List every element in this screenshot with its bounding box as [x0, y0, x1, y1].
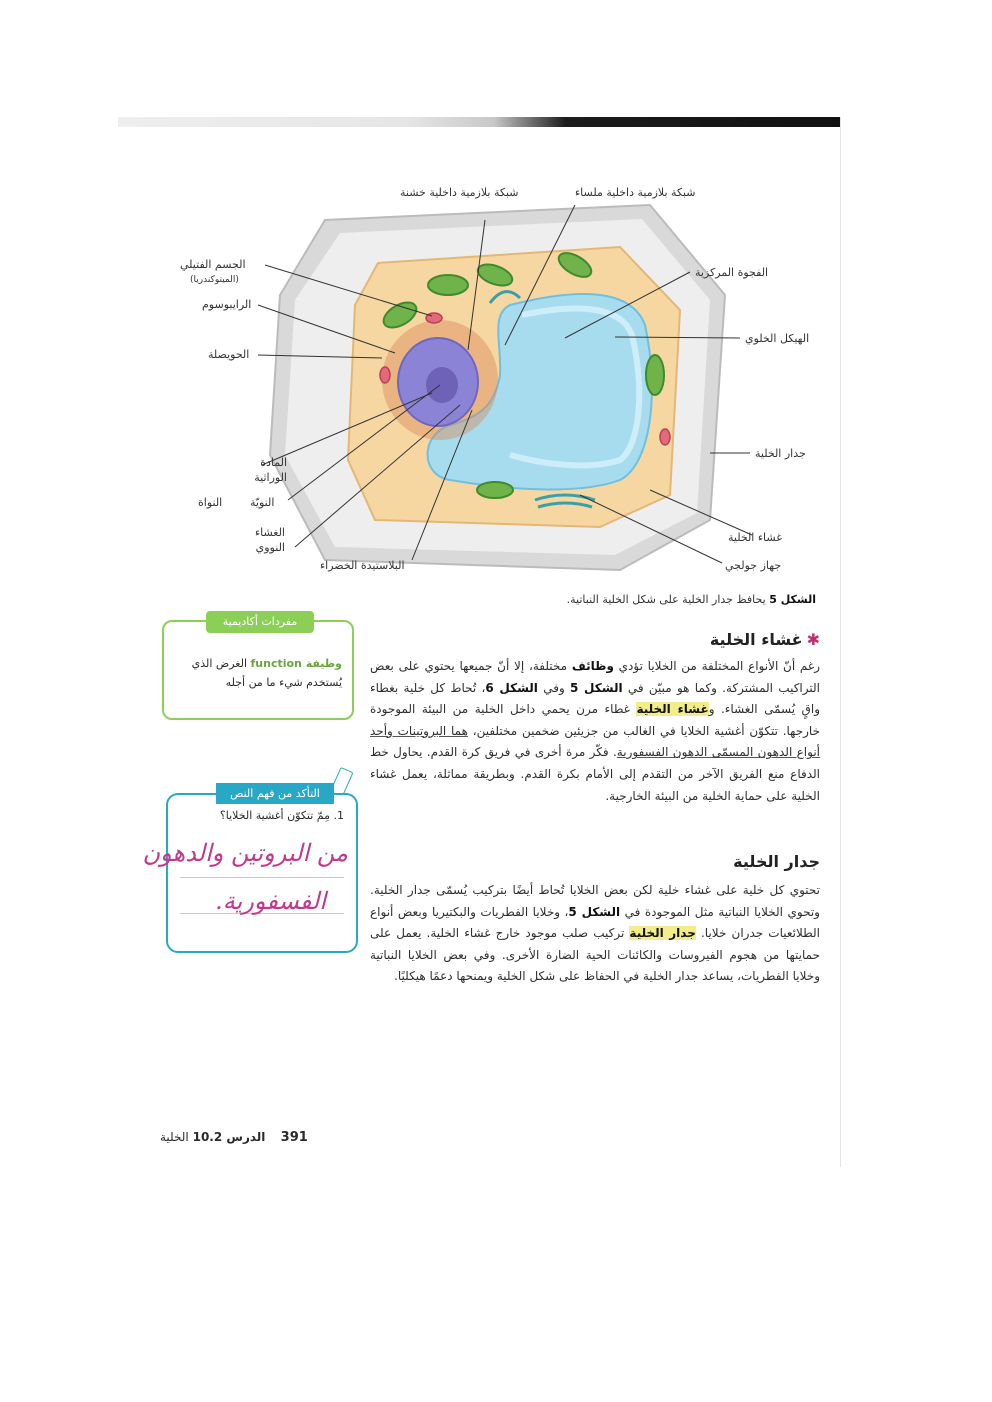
label-rough-er: شبكة بلازمية داخلية خشنة	[400, 186, 519, 199]
lesson-name: الخلية	[160, 1130, 189, 1144]
check-question: 1. مِمّ تتكوّن أغشية الخلايا؟	[219, 809, 344, 822]
label-central-vacuole: الفجوة المركزية	[695, 266, 769, 279]
label-cytoskeleton: الهيكل الخلوي	[745, 332, 810, 345]
section1-title: غشاء الخلية	[709, 630, 803, 649]
section-heading-cell-wall	[733, 852, 820, 871]
vocab-title: مفردات أكاديمية	[206, 611, 314, 633]
page-edge-line	[840, 117, 841, 1167]
handwritten-answer-line1: من البروتين والدهون	[142, 839, 348, 867]
handwritten-answer-line2: الفسفورية.	[215, 887, 326, 915]
answer-line	[180, 877, 344, 878]
section-heading-cell-membrane	[710, 630, 820, 649]
label-mitochondria: الجسم الفتيلي	[180, 258, 246, 271]
reading-check-box	[142, 787, 358, 953]
section1-paragraph: رغم أنّ الأنواع المختلفة من الخلايا تؤدي وظائف مختلفة، إلا أنّ جميعها يحتوي على بعض التراكيب المشتركة. وكما هو مبيّن في الشكل 5 وفي الشكل 6، تُحاط كل خلية بغطاء واقٍ يُسمّى الغشاء. وغشاء الخلية غطاء مرن يحمي داخل الخلية من البيئة الموجودة خارجها. تتكوّن أغشية الخلايا في الغالب من جزيئين ضخمين مختلفين، هما البروتينات وأحد أنواع الدهون المسمّى الدهون الفسفورية. فكّر مرة أخرى في فريق كرة القدم. يحاول خط الدفاع منع الفريق الآخر من التقدم إلى الأمام بكرة القدم. وبطريقة مماثلة، يعمل غشاء الخلية على حماية الخلية من البيئة الخارجية.	[370, 659, 820, 803]
label-chloroplast: البلاستيدة الخضراء	[320, 559, 405, 572]
star-mark-icon: ✱	[806, 630, 820, 649]
figure-caption	[567, 593, 816, 606]
section2-paragraph: تحتوي كل خلية على غشاء خلية لكن بعض الخلايا تُحاط أيضًا بتركيب يُسمّى جدار الخلية. وتحوي الخلايا النباتية مثل الموجودة في الشكل 5، وخلايا الفطريات والبكتيريا وبعض أنواع الطلائعيات جدران خلايا. جدار الخلية تركيب صلب موجود خارج غشاء الخلية. يعمل على حمايتها من هجوم الفيروسات والكائنات الحية الضارة الأخرى. وفي بعض الخلايا النباتية وخلايا الفطريات، يساعد جدار الخلية في الحفاظ على شكل الخلية ويمنحها دعمًا هيكليًا.	[370, 883, 820, 984]
vocab-definition: وظيفة function الغرض الذي يُستخدم شيء ما من أجله	[191, 657, 342, 689]
label-nuclear-envelope: الغشاء النووي	[254, 526, 285, 554]
label-chromatin: المادة الوراثية	[254, 456, 287, 484]
caption-figure-number: الشكل 5	[769, 593, 816, 606]
label-vesicle: الحويصلة	[208, 348, 250, 361]
page-footer	[160, 1130, 308, 1145]
label-nucleus: النواة	[198, 496, 223, 509]
label-cell-membrane: غشاء الخلية	[728, 531, 782, 544]
label-smooth-er: شبكة بلازمية داخلية ملساء	[575, 186, 696, 199]
plant-cell-figure	[150, 175, 840, 595]
lesson-number: الدرس 10.2	[192, 1130, 266, 1144]
page-number: 391	[280, 1130, 308, 1145]
section2-title: جدار الخلية	[733, 852, 820, 871]
top-header-bar	[118, 117, 840, 127]
label-nucleolus: النويّة	[250, 496, 275, 509]
check-title: التأكد من فهم النص	[216, 783, 334, 804]
label-golgi: جهاز جولجي	[725, 559, 782, 572]
label-mitochondria-sub: (الميتوكندريا)	[190, 275, 239, 285]
academic-vocabulary-box	[162, 615, 354, 720]
label-ribosome: الرايبوسوم	[202, 298, 252, 311]
label-cell-wall: جدار الخلية	[755, 447, 806, 460]
caption-text: يحافظ جدار الخلية على شكل الخلية النباتية.	[566, 593, 766, 606]
